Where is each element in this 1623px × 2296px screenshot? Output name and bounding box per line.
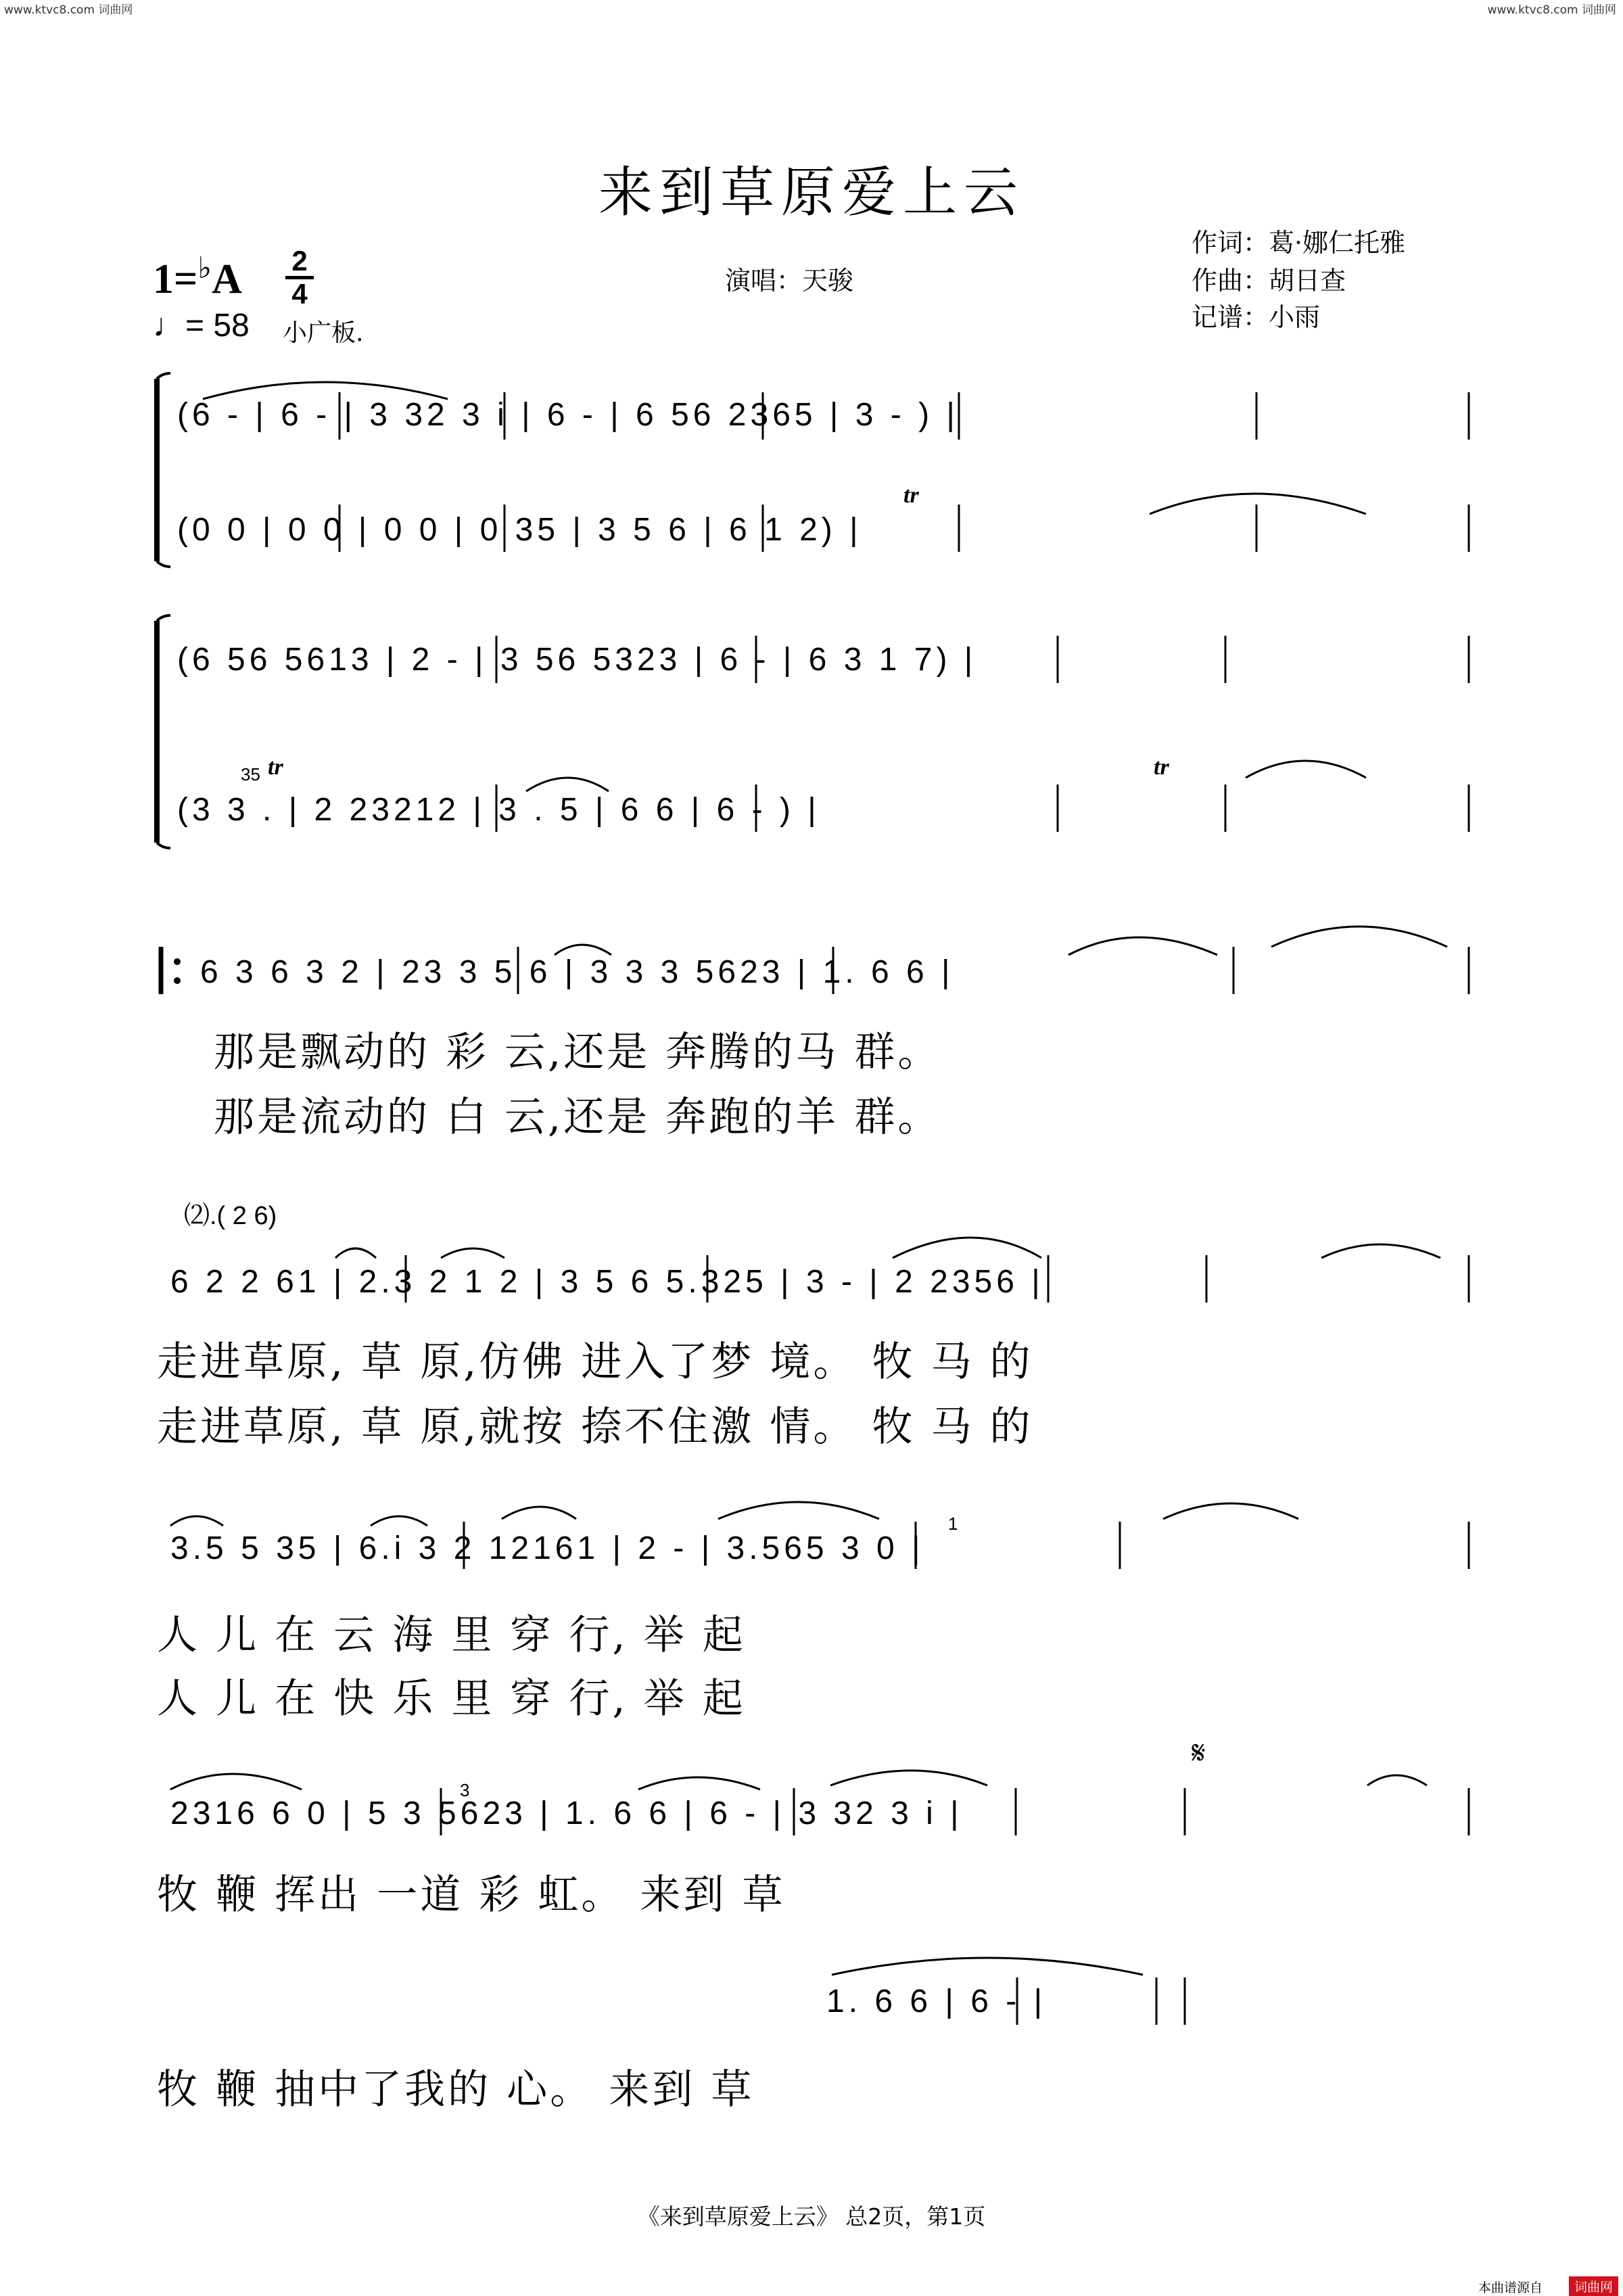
lyricist-credit: 作词：葛·娜仁托雅 bbox=[1192, 228, 1406, 258]
lyrics-line2-verse2: 走进草原, 草 原,就按 捺不住激 情。 牧 马 的 bbox=[157, 1403, 1033, 1451]
system1-upper-notes: (6 - | 6 - | 3 32 3 i | 6 - | 6 56 2365 | 3 - ) | bbox=[177, 397, 959, 433]
site-url-left[interactable]: www.ktvc8.com 词曲网 bbox=[4, 3, 133, 17]
system-brackets bbox=[157, 373, 170, 848]
time-denominator: 4 bbox=[291, 278, 308, 310]
key-prefix: 1= bbox=[153, 256, 198, 302]
system2-lower-notes: (3 3 . | 2 23212 | 3 . 5 | 6 6 | 6 - ) | bbox=[177, 792, 820, 828]
tempo-text: 小广板. bbox=[283, 319, 364, 347]
lyrics-line1-verse2: 那是流动的 白 云,还是 奔跑的羊 群。 bbox=[214, 1094, 941, 1141]
lyrics-line1-verse1: 那是飘动的 彩 云,还是 奔腾的马 群。 bbox=[214, 1029, 941, 1076]
trill-mark: tr bbox=[903, 483, 919, 508]
melody-line4-notes: 2316 6 0 | 5 3 5623 | 1. 6 6 | 6 - | 3 32 3 i | bbox=[170, 1796, 963, 1831]
singer-credit: 演唱：天骏 bbox=[725, 266, 854, 296]
melody-line5-notes: 1. 6 6 | 6 - | bbox=[826, 1984, 1047, 2019]
trill-mark: tr bbox=[268, 755, 283, 780]
system1-lower-notes: (0 0 | 0 0 | 0 0 | 0 35 | 3 5 6 | 6 1 2) | bbox=[177, 512, 862, 548]
page-title: 来到草原爱上云 bbox=[598, 161, 1025, 224]
footer-source-text: 本曲谱源自 bbox=[1478, 2280, 1543, 2295]
lyrics-line3-verse1: 人 儿 在 云 海 里 穿 行, 举 起 bbox=[157, 1612, 746, 1659]
quarter-note-icon: ♩ bbox=[153, 308, 185, 344]
tempo-value: = 58 bbox=[185, 308, 250, 344]
second-ending-marker: ⑵.( 2 6) bbox=[184, 1202, 277, 1230]
page-footer: 《来到草原爱上云》 总2页，第1页 bbox=[637, 2203, 986, 2230]
barlines bbox=[339, 392, 1469, 2025]
composer-credit: 作曲：胡日查 bbox=[1192, 266, 1346, 296]
segno-sign: 𝄋 bbox=[1192, 1734, 1206, 1772]
lyrics-line5-verse2: 牧 鞭 抽中了我的 心。 来到 草 bbox=[157, 2066, 755, 2113]
slurs-and-ties bbox=[170, 382, 1447, 1975]
trill-mark: tr bbox=[1154, 755, 1169, 780]
lyrics-line3-verse2: 人 儿 在 快 乐 里 穿 行, 举 起 bbox=[157, 1675, 746, 1723]
transcriber-credit: 记谱：小雨 bbox=[1192, 302, 1321, 332]
melody-line2-notes: 6 2 2 61 | 2.3 2 1 2 | 3 5 6 5.325 | 3 - | 2 2356 | bbox=[170, 1264, 1044, 1300]
system2-upper-notes: (6 56 5613 | 2 - | 3 56 5323 | 6 - | 6 3 1 7) | bbox=[177, 642, 977, 678]
flat-symbol: ♭ bbox=[197, 251, 212, 285]
lyrics-line2-verse1: 走进草原, 草 原,仿佛 进入了梦 境。 牧 马 的 bbox=[157, 1338, 1033, 1386]
grace-note: 1 bbox=[948, 1514, 958, 1534]
time-numerator: 2 bbox=[291, 245, 308, 277]
key-letter: A bbox=[212, 256, 242, 302]
grace-note: 3 bbox=[460, 1780, 470, 1800]
site-url-right[interactable]: www.ktvc8.com 词曲网 bbox=[1487, 3, 1616, 17]
repeat-dots bbox=[174, 958, 181, 984]
melody-line3-notes: 3.5 5 35 | 6.i 3 2 12161 | 2 - | 3.565 3 0 | bbox=[170, 1530, 924, 1566]
melody-line1-notes: 6 3 6 3 2 | 23 3 5 6 | 3 3 3 5623 | 1. 6 6 | bbox=[200, 954, 954, 990]
lyrics-line4-verse1: 牧 鞭 挥出 一道 彩 虹。 来到 草 bbox=[157, 1871, 786, 1919]
grace-notes: 35 bbox=[241, 764, 260, 784]
footer-logo-badge[interactable]: 词曲网 bbox=[1569, 2276, 1618, 2296]
